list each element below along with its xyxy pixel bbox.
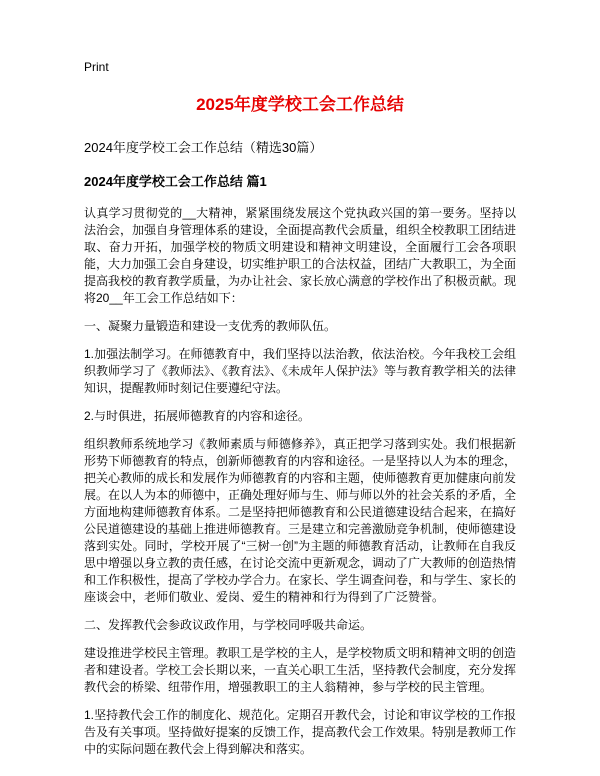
paragraph: 2.与时俱进，拓展师德教育的内容和途径。	[84, 409, 311, 423]
paragraph: 二、发挥教代会参政议政作用，与学校同呼吸共命运。	[84, 618, 373, 632]
paragraph: 1.加强法制学习。在师德教育中，我们坚持以法治教，依法治校。今年我校工会组织教师学习了《教师法》、《教育法》、《未成年人保护法》等与教育教学相关的法律知识，提醒教师时刻记住要遵纪守法。	[84, 347, 517, 395]
doc-subtitle: 2024年度学校工会工作总结（精选30篇）	[84, 140, 323, 155]
paragraph: 一、凝聚力量锻造和建设一支优秀的教师队伍。	[84, 319, 337, 333]
article-body	[84, 205, 516, 758]
print-button[interactable]: Print	[84, 60, 109, 74]
page-title: 2025年度学校工会工作总结	[196, 95, 404, 114]
section-heading: 2024年度学校工会工作总结 篇1	[84, 174, 267, 189]
paragraph: 认真学习贯彻党的__大精神，紧紧围绕发展这个党执政兴国的第一要务。坚持以法治会，加强自身管理体系的建设，全面提高教代会质量，组织全校教职工团结进取、奋力开拓，加强学校的物质文明建设和精神文明建设，全面履行工会各项职能，大力加强工会自身建设，切实维护职工的合法权益，团结广大教职工，为全面提高我校的教育教学质量，为办让社会、家长放心满意的学校作出了积极贡献。现将20__年工会工作总结如下：	[84, 206, 517, 305]
paragraph: 组织教师系统地学习《教师素质与师德修养》，真正把学习落到实处。我们根据新形势下师德教育的特点，创新师德教育的内容和途径。一是坚持以人为本的理念，把关心教师的成长和发展作为师德教育的内容和主题，使师德教育更加健康向前发展。在以人为本的师德中，正确处理好师与生、师与师以外的社会关系的矛盾，全方面地构建师德教育体系。二是坚持把师德教育和公民道德建设结合起来，在搞好公民道德建设的基础上推进师德教育。三是建立和完善激励竞争机制，使师德建设落到实处。同时，学校开展了“三树一创”为主题的师德教育活动，让教师在自我反思中增强以身立教的责任感，在讨论交流中更新观念，调动了广大教师的创造热情和工作积极性，提高了学校办学合力。在家长、学生调查问卷，和与学生、家长的座谈会中，老师们敬业、爱岗、爱生的精神和行为得到了广泛赞誉。	[84, 437, 517, 604]
paragraph: 建设推进学校民主管理。教职工是学校的主人，是学校物质文明和精神文明的创造者和建设者。学校工会长期以来，一直关心职工生活，坚持教代会制度，充分发挥教代会的桥梁、纽带作用，增强教职工的主人翁精神，参与学校的民主管理。	[84, 646, 517, 694]
paragraph: 1.坚持教代会工作的制度化、规范化。定期召开教代会，讨论和审议学校的工作报告及有关事项。坚持做好提案的反馈工作，提高教代会工作效果。特别是教师工作中的实际问题在教代会上得到解决和落实。	[84, 708, 517, 756]
